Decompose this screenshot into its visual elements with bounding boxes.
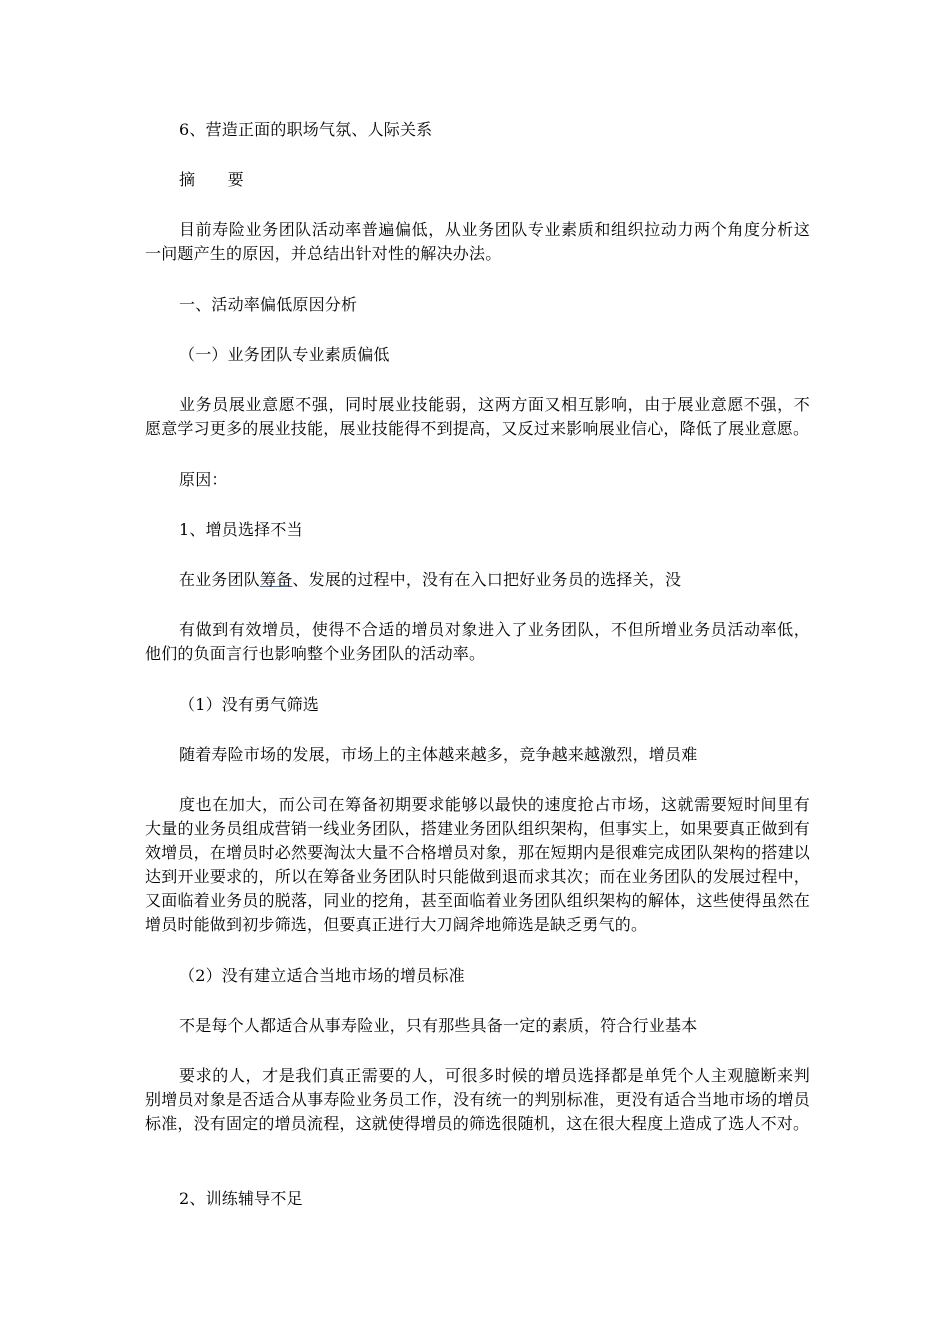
text-run: 、发展的过程中，没有在入口把好业务员的选择关，没 bbox=[292, 570, 682, 589]
text-run: 在业务团队 bbox=[179, 570, 261, 589]
paragraph-willingness: 业务员展业意愿不强，同时展业技能弱，这两方面又相互影响，由于展业意愿不强，不愿意学习更多的展业技能，展业技能得不到提高，又反过来影响展业信心，降低了展业意愿。 bbox=[145, 395, 810, 438]
heading-item-6: 6、营造正面的职场气氛、人际关系 bbox=[179, 120, 433, 139]
subheading-standards: （2）没有建立适合当地市场的增员标准 bbox=[179, 966, 465, 985]
paragraph-effective-recruit: 有做到有效增员，使得不合适的增员对象进入了业务团队，不但所增业务员活动率低，他们的负面言行也影响整个业务团队的活动率。 bbox=[145, 620, 810, 663]
paragraph-recruit-difficulty: 度也在加大，而公司在筹备初期要求能够以最快的速度抢占市场，这就需要短时间里有大量的业务员组成营销一线业务团队，搭建业务团队组织架构，但事实上，如果要真正做到有效增员，在增员时必然要淘汰大量不合格增员对象，那在短期内是很难完成团队架构的搭建以达到开业要求的，所以在筹备业务团队时只能做到退而求其次；而在业务团队的发展过程中，又面临着业务员的脱落，同业的挖角，甚至面临着业务团队组织架构的解体，这些使得虽然在增员时能做到初步筛选，但要真正进行大刀阔斧地筛选是缺乏勇气的。 bbox=[145, 795, 810, 934]
paragraph-recruit-entry bbox=[145, 568, 810, 592]
underlined-word: 筹备 bbox=[260, 570, 293, 589]
subheading-no-courage: （1）没有勇气筛选 bbox=[179, 695, 319, 714]
abstract-paragraph: 目前寿险业务团队活动率普遍偏低，从业务团队专业素质和组织拉动力两个角度分析这一问题产生的原因，并总结出针对性的解决办法。 bbox=[145, 220, 810, 263]
paragraph-requirements: 要求的人，才是我们真正需要的人，可很多时候的增员选择都是单凭个人主观臆断来判别增员对象是否适合从事寿险业务员工作，没有统一的判别标准，更没有适合当地市场的增员标准，没有固定的增员流程，这就使得增员的筛选很随机，这在很大程度上造成了选人不对。 bbox=[145, 1066, 810, 1133]
heading-item-2: 2、训练辅导不足 bbox=[179, 1189, 303, 1208]
abstract-heading: 摘 要 bbox=[179, 170, 244, 189]
subsection-heading-1: （一）业务团队专业素质偏低 bbox=[179, 345, 390, 364]
reasons-label: 原因： bbox=[179, 470, 228, 489]
paragraph-market-competition: 随着寿险市场的发展，市场上的主体越来越多，竞争越来越激烈，增员难 bbox=[179, 745, 698, 764]
heading-item-1: 1、增员选择不当 bbox=[179, 520, 303, 539]
paragraph-not-everyone: 不是每个人都适合从事寿险业，只有那些具备一定的素质，符合行业基本 bbox=[179, 1016, 698, 1035]
section-heading-1: 一、活动率偏低原因分析 bbox=[179, 295, 358, 314]
